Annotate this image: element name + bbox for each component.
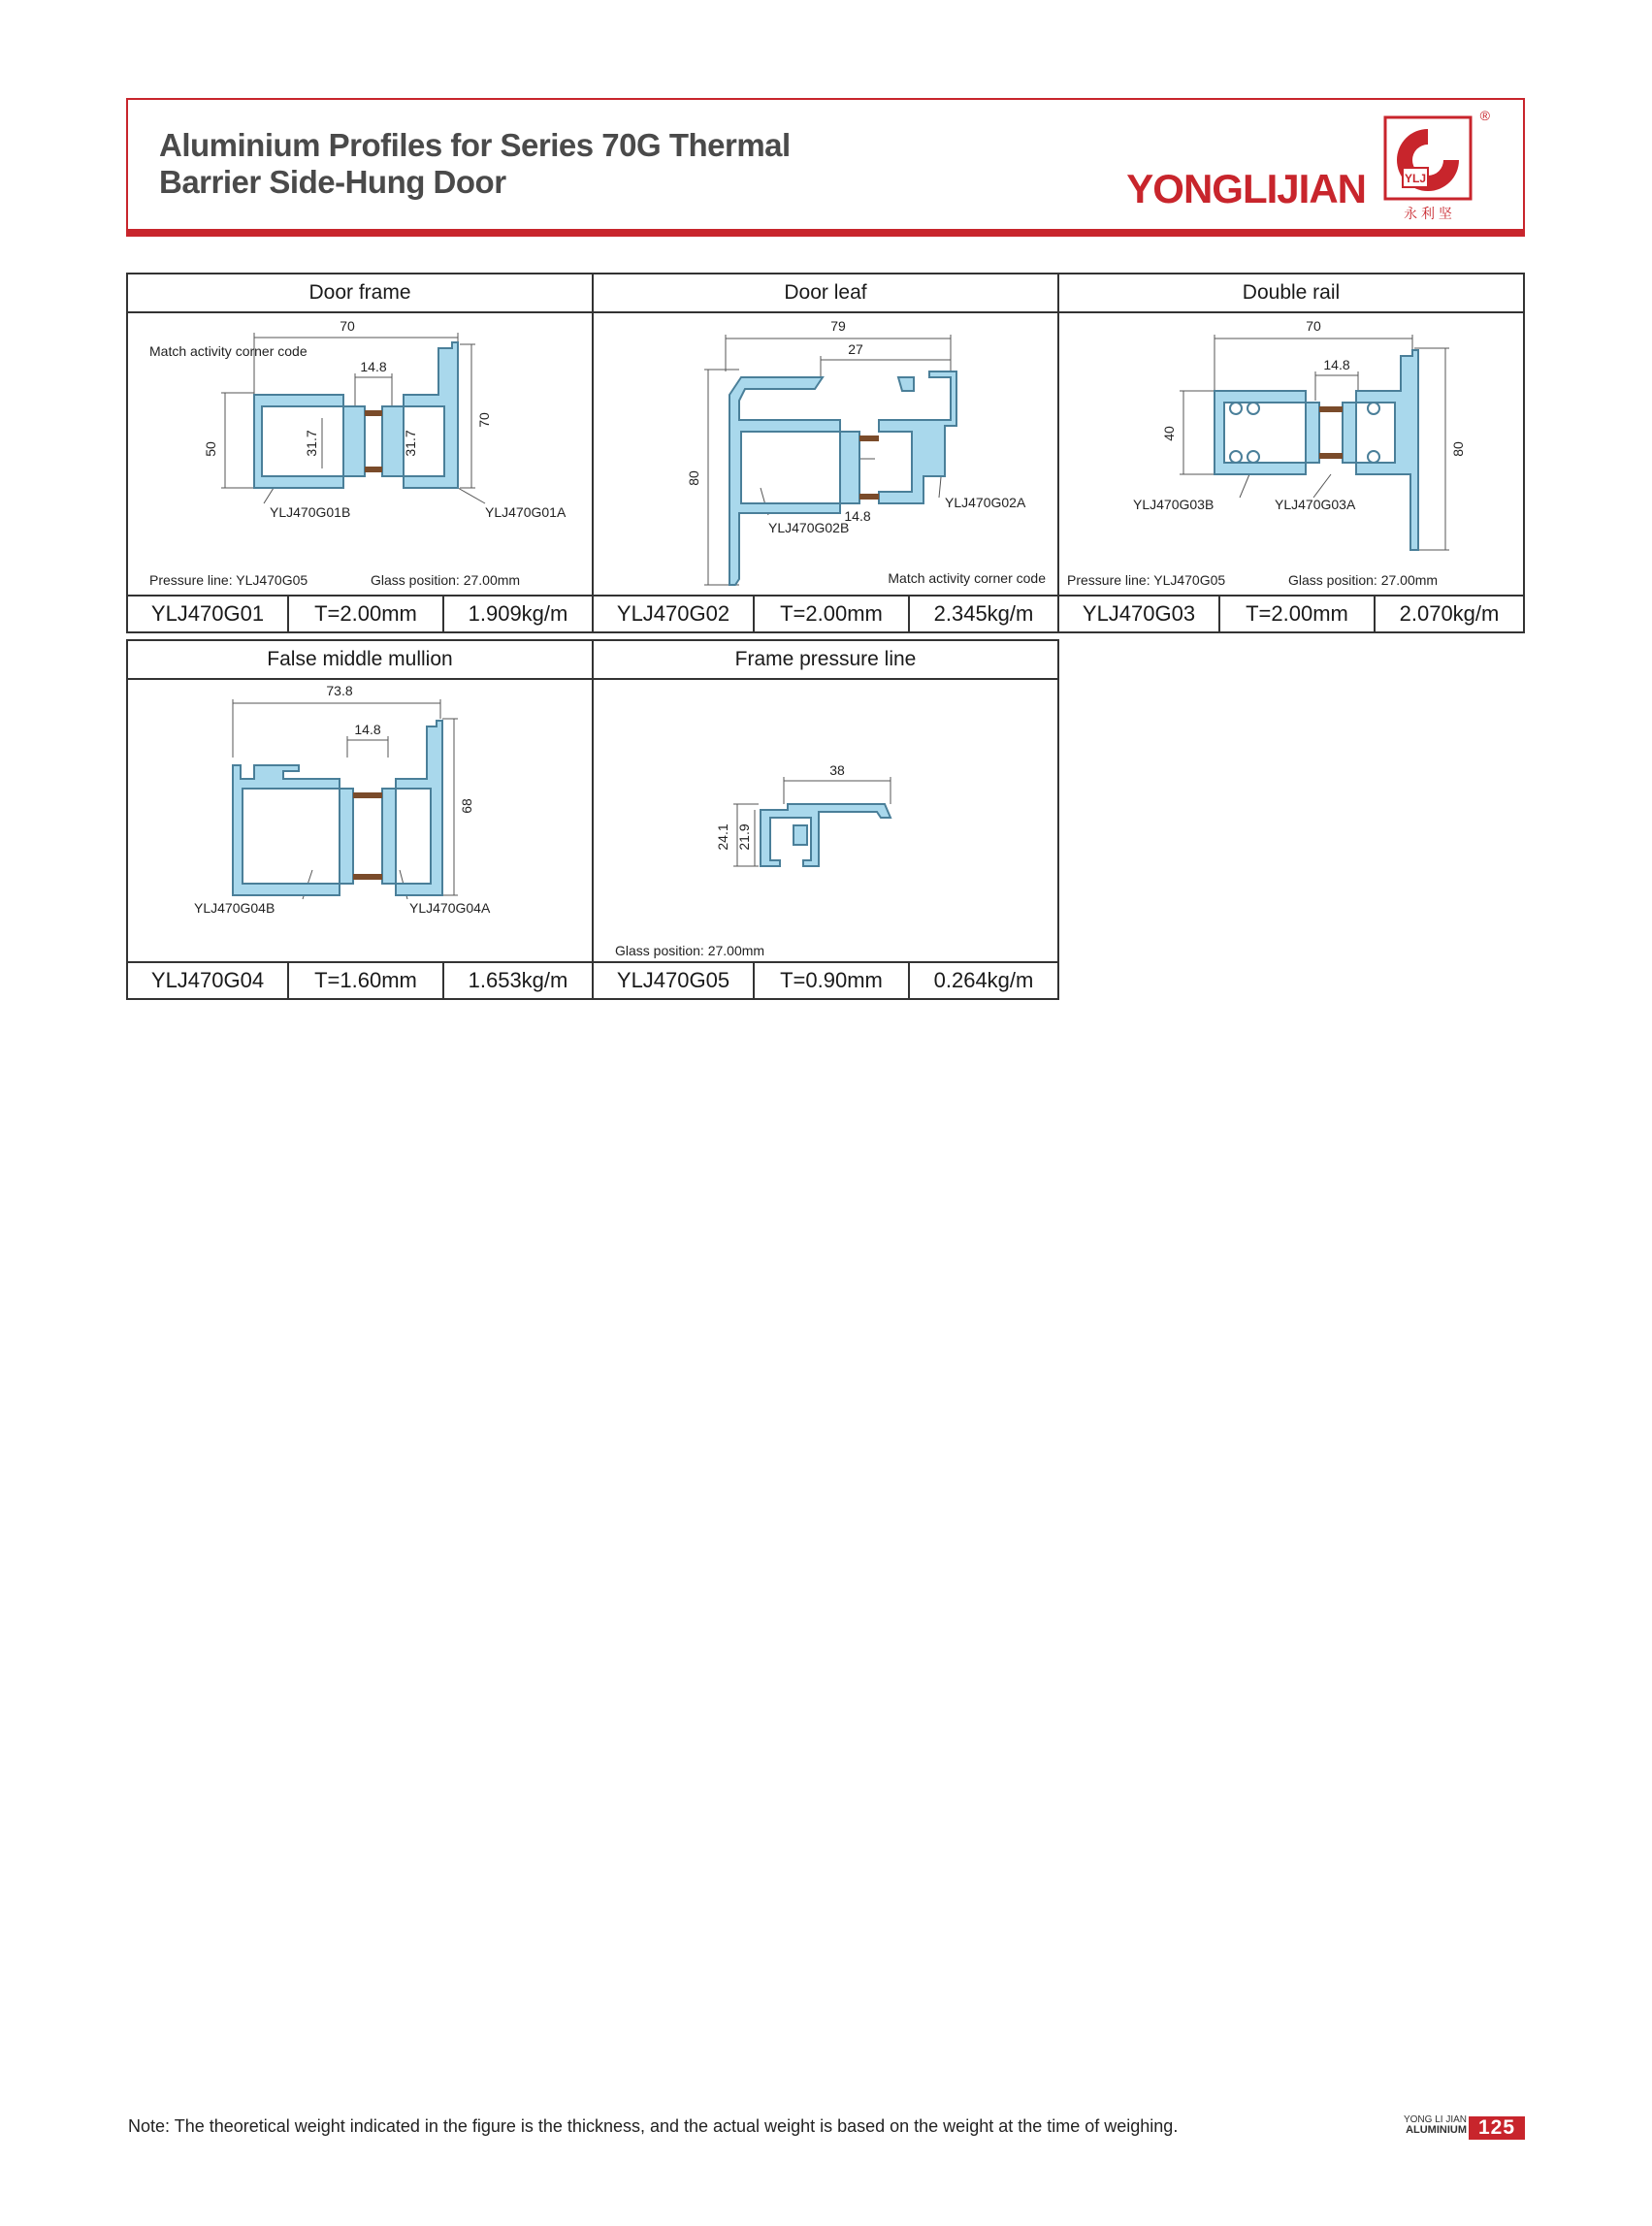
dim-width: 38 xyxy=(829,762,845,778)
dim-height: 80 xyxy=(686,470,701,486)
part-b-label: YLJ470G04B xyxy=(194,900,275,916)
profile-weight: 2.345kg/m xyxy=(933,601,1034,626)
profile-code: YLJ470G02 xyxy=(594,597,755,631)
glass-position-note: Glass position: 27.00mm xyxy=(1288,572,1439,588)
pressure-line-drawing xyxy=(594,680,1057,965)
panel-double-rail xyxy=(1057,273,1525,633)
double-rail-drawing xyxy=(1059,313,1523,598)
part-a-label: YLJ470G02A xyxy=(945,495,1026,510)
dim-width: 70 xyxy=(1306,318,1321,334)
part-a-label: YLJ470G04A xyxy=(409,900,491,916)
panel-frame-pressure-line xyxy=(592,639,1059,1000)
logo-chinese: 永 利 坚 xyxy=(1404,206,1452,221)
pressure-line-note: Pressure line: YLJ470G05 xyxy=(149,572,308,588)
panel-title: Double rail xyxy=(1059,274,1523,313)
part-a-label: YLJ470G03A xyxy=(1275,497,1356,512)
dim-width: 79 xyxy=(830,318,846,334)
profile-weight: 2.070kg/m xyxy=(1399,601,1500,626)
title-line-2: Barrier Side-Hung Door xyxy=(159,164,506,200)
profile-code: YLJ470G04 xyxy=(128,963,289,998)
corner-code-label: Match activity corner code xyxy=(149,343,308,359)
panel-title: False middle mullion xyxy=(128,641,592,680)
door-leaf-drawing xyxy=(594,313,1057,598)
spec-row xyxy=(594,961,1057,998)
brand-logo-icon xyxy=(1383,115,1473,224)
spec-row xyxy=(1059,595,1523,631)
brand-name: YONGLIJIAN xyxy=(1126,166,1366,211)
glass-position-note: Glass position: 27.00mm xyxy=(615,943,765,958)
title-line-1: Aluminium Profiles for Series 70G Thermal xyxy=(159,127,791,163)
profile-thickness: T=2.00mm xyxy=(755,597,910,631)
dim-width: 70 xyxy=(340,318,355,334)
panel-door-frame xyxy=(126,273,594,633)
header-rule xyxy=(126,229,1525,237)
panel-door-leaf xyxy=(592,273,1059,633)
dim-inner-a: 31.7 xyxy=(304,430,319,457)
part-b-label: YLJ470G02B xyxy=(768,520,850,535)
page-number: 125 xyxy=(1469,2116,1525,2140)
profile-code: YLJ470G03 xyxy=(1059,597,1220,631)
part-b-label: YLJ470G01B xyxy=(270,504,351,520)
dim-height-right: 80 xyxy=(1450,441,1466,457)
mullion-drawing xyxy=(128,680,592,965)
footer-brand-line-1: YONG LI JIAN xyxy=(1403,2114,1467,2125)
dim-height-outer: 24.1 xyxy=(715,823,730,851)
spec-row xyxy=(594,595,1057,631)
profile-thickness: T=2.00mm xyxy=(289,597,444,631)
profile-weight: 1.653kg/m xyxy=(468,968,568,992)
dim-break: 14.8 xyxy=(360,359,387,374)
door-frame-drawing xyxy=(128,313,592,598)
corner-code-label: Match activity corner code xyxy=(888,570,1046,586)
dim-inner: 27 xyxy=(848,341,863,357)
profile-weight: 0.264kg/m xyxy=(933,968,1034,992)
panel-false-middle-mullion xyxy=(126,639,594,1000)
spec-row xyxy=(128,961,592,998)
dim-height: 68 xyxy=(459,798,474,814)
spec-row xyxy=(128,595,592,631)
profile-code: YLJ470G05 xyxy=(594,963,755,998)
dim-inner-b: 31.7 xyxy=(403,430,418,457)
dim-height-left: 50 xyxy=(203,441,218,457)
registered-mark: ® xyxy=(1479,108,1490,123)
dim-height-right: 70 xyxy=(476,412,492,428)
panel-title: Frame pressure line xyxy=(594,641,1057,680)
part-a-label: YLJ470G01A xyxy=(485,504,567,520)
footer-brand-line-2: ALUMINIUM xyxy=(1406,2124,1467,2136)
logo-letters: YLJ xyxy=(1404,172,1427,185)
part-b-label: YLJ470G03B xyxy=(1133,497,1215,512)
profile-code: YLJ470G01 xyxy=(128,597,289,631)
dim-height-left: 40 xyxy=(1161,426,1177,441)
panel-title: Door leaf xyxy=(594,274,1057,313)
page-header xyxy=(126,98,1525,234)
profile-thickness: T=0.90mm xyxy=(755,963,910,998)
footer-note: Note: The theoretical weight indicated in the figure is the thickness, and the actual weight is based on the weight at the time of weighing. xyxy=(128,2116,1179,2136)
footer-brand xyxy=(1397,2114,1467,2136)
dim-height-inner: 21.9 xyxy=(736,823,752,851)
dim-break: 14.8 xyxy=(354,722,381,737)
dim-break: 14.8 xyxy=(1323,357,1350,372)
profile-weight: 1.909kg/m xyxy=(468,601,568,626)
panel-title: Door frame xyxy=(128,274,592,313)
profile-thickness: T=1.60mm xyxy=(289,963,444,998)
profile-thickness: T=2.00mm xyxy=(1220,597,1376,631)
pressure-line-note: Pressure line: YLJ470G05 xyxy=(1067,572,1226,588)
dim-break: 14.8 xyxy=(844,508,871,524)
glass-position-note: Glass position: 27.00mm xyxy=(371,572,521,588)
page-title xyxy=(159,127,791,201)
dim-width: 73.8 xyxy=(326,683,353,698)
